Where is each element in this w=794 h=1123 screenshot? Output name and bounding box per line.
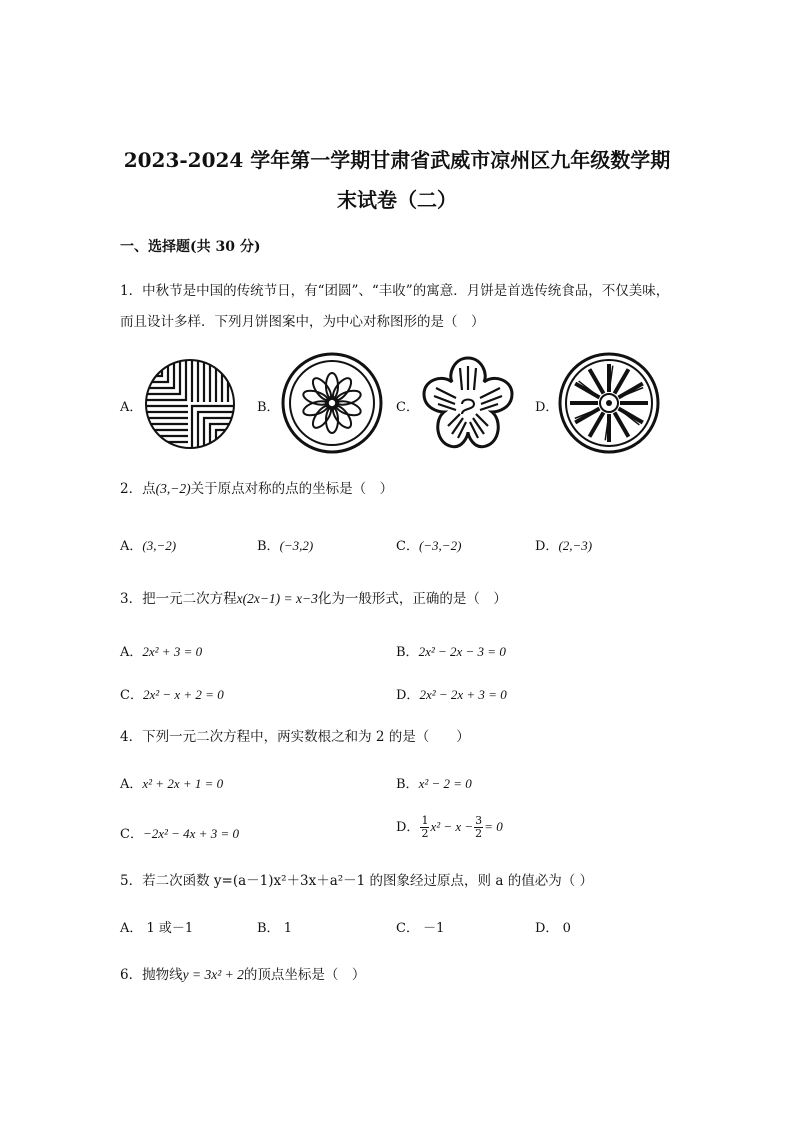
mooncake-pattern-c-icon <box>418 352 518 454</box>
q3-option-d: D．2x² − 2x + 3 = 0 <box>396 687 507 703</box>
q2-suffix: 关于原点对称的点的坐标是（ ） <box>190 481 394 497</box>
q4-option-a: A．x² + 2x + 1 = 0 <box>120 776 224 792</box>
q2-prefix: 2．点 <box>120 481 156 497</box>
section-heading: 一、选择题(共 30 分) <box>120 239 261 255</box>
q5-option-b: B． 1 <box>257 921 292 936</box>
q3-option-a: A．2x² + 3 = 0 <box>120 644 203 660</box>
q4-option-b: B．x² − 2 = 0 <box>396 776 472 792</box>
q1-option-d-label: D． <box>535 400 559 415</box>
mooncake-pattern-b-icon <box>281 352 383 454</box>
q3-equation: x(2x−1) = x−3 <box>236 591 318 606</box>
q5-option-a: A． 1 或－1 <box>120 921 194 936</box>
q4-stem: 4．下列一元二次方程中，两实数根之和为 2 的是（ ） <box>120 729 470 745</box>
q5-stem: 5．若二次函数 y=(a－1)x²＋3x＋a²－1 的图象经过原点，则 a 的值必为（ ） <box>120 873 593 889</box>
q1-option-b-label: B． <box>257 400 280 415</box>
q5-option-d: D． 0 <box>535 921 571 936</box>
q2-option-d: D．(2,−3) <box>535 538 593 554</box>
mooncake-pattern-a-icon <box>144 358 236 450</box>
q1-line2: 而且设计多样．下列月饼图案中，为中心对称图形的是（ ） <box>120 314 485 330</box>
q3-stem: 3．把一元二次方程x(2x−1) = x−3化为一般形式，正确的是（ ） <box>120 591 507 607</box>
q4-option-d: D． $\frac{1}{2}$ x² − x − $\frac{3}{2}$ = 0 <box>396 814 503 840</box>
q3-option-b: B．2x² − 2x − 3 = 0 <box>396 644 506 660</box>
q1-option-c-label: C． <box>396 400 419 415</box>
q2-option-a: A．(3,−2) <box>120 538 177 554</box>
q1-option-a-label: A． <box>120 400 143 415</box>
exam-title-line1: 2023-2024 学年第一学期甘肃省武威市凉州区九年级数学期 <box>123 148 671 172</box>
q2-option-b: B．(−3,2) <box>257 538 314 554</box>
exam-title-line2: 末试卷（二） <box>337 188 457 212</box>
q6-stem: 6．抛物线y = 3x² + 2的顶点坐标是（ ） <box>120 967 366 983</box>
q3-option-c: C．2x² − x + 2 = 0 <box>120 687 224 703</box>
mooncake-pattern-d-icon <box>558 352 660 454</box>
q5-option-c: C． －1 <box>396 921 445 936</box>
q2-option-c: C．(−3,−2) <box>396 538 462 554</box>
q6-equation: y = 3x² + 2 <box>182 967 244 982</box>
q2-stem <box>120 479 393 499</box>
q2-point: (3,−2) <box>155 481 191 496</box>
q4-option-c: C．−2x² − 4x + 3 = 0 <box>120 826 239 842</box>
q1-line1: 1．中秋节是中国的传统节日，有“团圆”、“丰收”的寓意．月饼是首选传统食品，不仅美味， <box>120 283 670 299</box>
